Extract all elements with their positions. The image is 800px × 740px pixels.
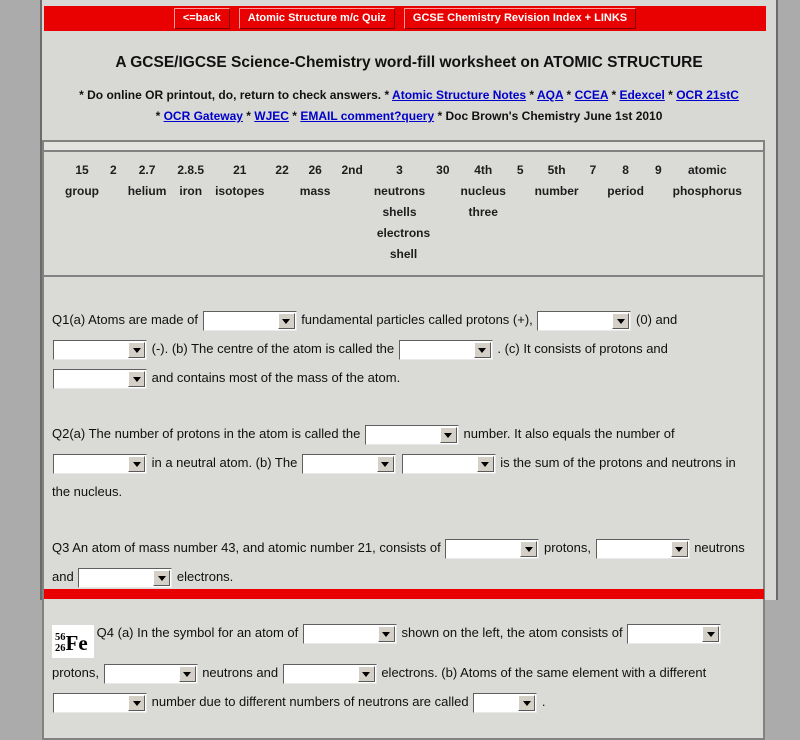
word-bank-column: [461, 160, 506, 223]
intro-text-segment: * Do online OR printout, do, return to check answers. *: [79, 88, 393, 102]
answer-dropdown[interactable]: [365, 425, 459, 445]
word-bank-word: nucleus: [460, 184, 506, 198]
dropdown-arrow-button[interactable]: [377, 456, 394, 472]
question-text: (0) and: [632, 312, 678, 327]
question-text: number due to different numbers of neutrons are called: [148, 694, 473, 709]
question-text: Q4 (a) In the symbol for an atom of: [96, 625, 302, 640]
dropdown-arrow-button[interactable]: [440, 427, 457, 443]
link-ocr-gateway[interactable]: OCR Gateway: [163, 109, 243, 123]
chevron-down-icon: [183, 672, 191, 677]
word-bank-word: 15: [75, 163, 89, 177]
nav-button-quiz[interactable]: Atomic Structure m/c Quiz: [239, 8, 395, 29]
word-bank-word: 30: [436, 163, 450, 177]
word-bank-word: 21: [233, 163, 247, 177]
word-bank-column: [215, 160, 264, 202]
intro-text-segment: *: [664, 88, 677, 102]
word-bank-word: group: [65, 184, 100, 198]
word-bank-column: [517, 160, 524, 181]
answer-dropdown[interactable]: [402, 454, 496, 474]
page-title: A GCSE/IGCSE Science-Chemistry word-fill worksheet on ATOMIC STRUCTURE: [115, 54, 703, 71]
dropdown-arrow-button[interactable]: [671, 541, 688, 557]
question-text: neutrons and: [198, 665, 282, 680]
intro-text-segment: *: [288, 109, 301, 123]
worksheet-table: [42, 140, 765, 740]
question-text: fundamental particles called protons (+),: [297, 312, 537, 327]
answer-dropdown[interactable]: [627, 624, 721, 644]
word-bank-word: 2.8.5: [177, 163, 205, 177]
word-bank-column: [377, 223, 430, 265]
dropdown-arrow-button[interactable]: [128, 695, 145, 711]
word-bank-column: [177, 160, 204, 202]
intro-text: [76, 85, 742, 127]
chevron-down-icon: [282, 319, 290, 324]
dropdown-arrow-button[interactable]: [518, 695, 535, 711]
link-edexcel[interactable]: Edexcel: [619, 88, 665, 102]
chevron-down-icon: [525, 547, 533, 552]
chevron-down-icon: [675, 547, 683, 552]
word-bank-column: [655, 160, 662, 181]
word-bank-column: [535, 160, 579, 202]
content-page: [40, 0, 778, 709]
word-bank-word: 8: [622, 163, 629, 177]
word-bank-word: shells: [382, 205, 417, 219]
chevron-down-icon: [707, 632, 715, 637]
question-text: (-). (b) The centre of the atom is called the: [148, 341, 398, 356]
fe-element-symbol: Fe: [65, 631, 88, 656]
question-q2: [52, 419, 755, 506]
word-bank-word: 4th: [474, 163, 493, 177]
answer-dropdown[interactable]: [537, 311, 631, 331]
question-text: protons,: [540, 540, 595, 555]
answer-dropdown[interactable]: [53, 369, 147, 389]
chevron-down-icon: [523, 701, 531, 706]
answer-dropdown[interactable]: [78, 568, 172, 588]
word-bank-word: iron: [179, 184, 203, 198]
word-bank-column: [300, 160, 331, 202]
dropdown-arrow-button[interactable]: [378, 626, 395, 642]
word-bank-word: electrons: [376, 226, 431, 240]
answer-dropdown[interactable]: [53, 454, 147, 474]
question-text: protons,: [52, 665, 103, 680]
question-text: neutrons and: [52, 540, 745, 584]
answer-dropdown[interactable]: [596, 539, 690, 559]
dropdown-arrow-button[interactable]: [179, 666, 196, 682]
word-bank-word: mass: [299, 184, 331, 198]
intro-text-segment: *: [242, 109, 255, 123]
word-bank-word: isotopes: [215, 184, 265, 198]
question-q1: [52, 305, 755, 392]
dropdown-arrow-button[interactable]: [612, 313, 629, 329]
dropdown-arrow-button[interactable]: [128, 371, 145, 387]
word-bank-word: 3: [396, 163, 403, 177]
link-ccea[interactable]: CCEA: [574, 88, 609, 102]
intro-text-segment: * Doc Brown's Chemistry June 1st 2010: [434, 109, 663, 123]
top-nav-bar: [44, 6, 766, 31]
word-bank-column: [341, 160, 362, 181]
chevron-down-icon: [617, 319, 625, 324]
chevron-down-icon: [362, 672, 370, 677]
word-bank-word: atomic: [687, 163, 727, 177]
nav-button-revision-index[interactable]: GCSE Chemistry Revision Index + LINKS: [404, 8, 636, 29]
question-text: and contains most of the mass of the atom.: [148, 370, 401, 385]
answer-dropdown[interactable]: [302, 454, 396, 474]
dropdown-arrow-button[interactable]: [358, 666, 375, 682]
question-text: Q3 An atom of mass number 43, and atomic number 21, consists of: [52, 540, 445, 555]
chevron-down-icon: [444, 433, 452, 438]
word-bank-word: 5th: [547, 163, 566, 177]
word-bank-column: [275, 160, 288, 181]
chevron-down-icon: [133, 462, 141, 467]
word-bank-word: 5: [516, 163, 524, 177]
answer-dropdown[interactable]: [445, 539, 539, 559]
word-bank-word: 2.7: [138, 163, 156, 177]
link-aqa[interactable]: AQA: [536, 88, 564, 102]
word-bank-column: [110, 160, 117, 181]
answer-dropdown[interactable]: [283, 664, 377, 684]
question-text: number. It also equals the number of: [459, 426, 675, 441]
answer-dropdown[interactable]: [53, 340, 147, 360]
word-bank-word: neutrons: [373, 184, 426, 198]
chevron-down-icon: [478, 348, 486, 353]
word-bank-column: [128, 160, 167, 202]
word-bank-word: shell: [389, 247, 418, 261]
word-bank-column: [590, 160, 597, 181]
word-bank-word: phosphorus: [672, 184, 742, 198]
word-bank-word: three: [468, 205, 498, 219]
answer-dropdown[interactable]: [303, 624, 397, 644]
dropdown-arrow-button[interactable]: [477, 456, 494, 472]
question-text: electrons.: [173, 569, 234, 584]
word-bank-column: [436, 160, 449, 181]
word-bank-column: [673, 160, 742, 202]
chevron-down-icon: [133, 348, 141, 353]
question-text: electrons. (b) Atoms of the same element with a different: [377, 665, 707, 680]
word-bank-word: number: [534, 184, 579, 198]
question-text: Q2(a) The number of protons in the atom is called the: [52, 426, 364, 441]
word-bank-column: [607, 160, 644, 202]
chevron-down-icon: [381, 462, 389, 467]
question-text: in a neutral atom. (b) The: [148, 455, 301, 470]
question-text: Q1(a) Atoms are made of: [52, 312, 202, 327]
dropdown-arrow-button[interactable]: [474, 342, 491, 358]
dropdown-arrow-button[interactable]: [153, 570, 170, 586]
nav-button-back[interactable]: <=back: [174, 8, 230, 29]
table-spacer-row: [44, 142, 763, 152]
questions-panel: [44, 277, 763, 738]
fe-nuclide-symbol: [52, 625, 94, 658]
answer-dropdown[interactable]: [473, 693, 537, 713]
dropdown-arrow-button[interactable]: [128, 456, 145, 472]
fe-atomic-number: 26: [55, 643, 66, 655]
link-atomic-structure-notes[interactable]: Atomic Structure Notes: [392, 88, 527, 102]
bottom-red-bar: [44, 589, 764, 599]
answer-dropdown[interactable]: [203, 311, 297, 331]
intro-text-segment: *: [563, 88, 575, 102]
question-text: is the sum of the protons and neutrons in the nucleus.: [52, 455, 736, 499]
link-wjec[interactable]: WJEC: [254, 109, 289, 123]
link-ocr-21stc[interactable]: OCR 21stC: [676, 88, 739, 102]
intro-text-segment: *: [608, 88, 620, 102]
chevron-down-icon: [481, 462, 489, 467]
chevron-down-icon: [158, 576, 166, 581]
word-bank-column: [65, 160, 99, 202]
chevron-down-icon: [382, 632, 390, 637]
dropdown-arrow-button[interactable]: [702, 626, 719, 642]
fe-mass-number: 56: [55, 632, 66, 644]
answer-dropdown[interactable]: [399, 340, 493, 360]
fe-mass-and-atomic-number: [55, 632, 66, 654]
question-q4: [52, 618, 755, 716]
dropdown-arrow-button[interactable]: [278, 313, 295, 329]
chevron-down-icon: [133, 377, 141, 382]
word-bank-column: [374, 160, 425, 223]
word-bank-word: 2nd: [341, 163, 363, 177]
word-bank-word: 22: [275, 163, 289, 177]
word-bank: [44, 152, 763, 277]
question-text: . (c) It consists of protons and: [493, 341, 668, 356]
intro-text-segment: *: [155, 109, 164, 123]
intro-text-segment: *: [526, 88, 537, 102]
answer-dropdown[interactable]: [53, 693, 147, 713]
word-bank-word: 26: [308, 163, 322, 177]
question-text: shown on the left, the atom consists of: [397, 625, 627, 640]
word-bank-word: 7: [589, 163, 597, 177]
chevron-down-icon: [133, 701, 141, 706]
word-bank-word: 2: [110, 163, 117, 177]
dropdown-arrow-button[interactable]: [128, 342, 145, 358]
answer-dropdown[interactable]: [104, 664, 198, 684]
dropdown-arrow-button[interactable]: [520, 541, 537, 557]
word-bank-word: 9: [654, 163, 662, 177]
question-text: .: [538, 694, 546, 709]
link-email-comment-query[interactable]: EMAIL comment?query: [300, 109, 435, 123]
word-bank-word: helium: [127, 184, 167, 198]
word-bank-word: period: [607, 184, 644, 198]
question-text: [397, 455, 401, 470]
question-q3: [52, 533, 755, 591]
